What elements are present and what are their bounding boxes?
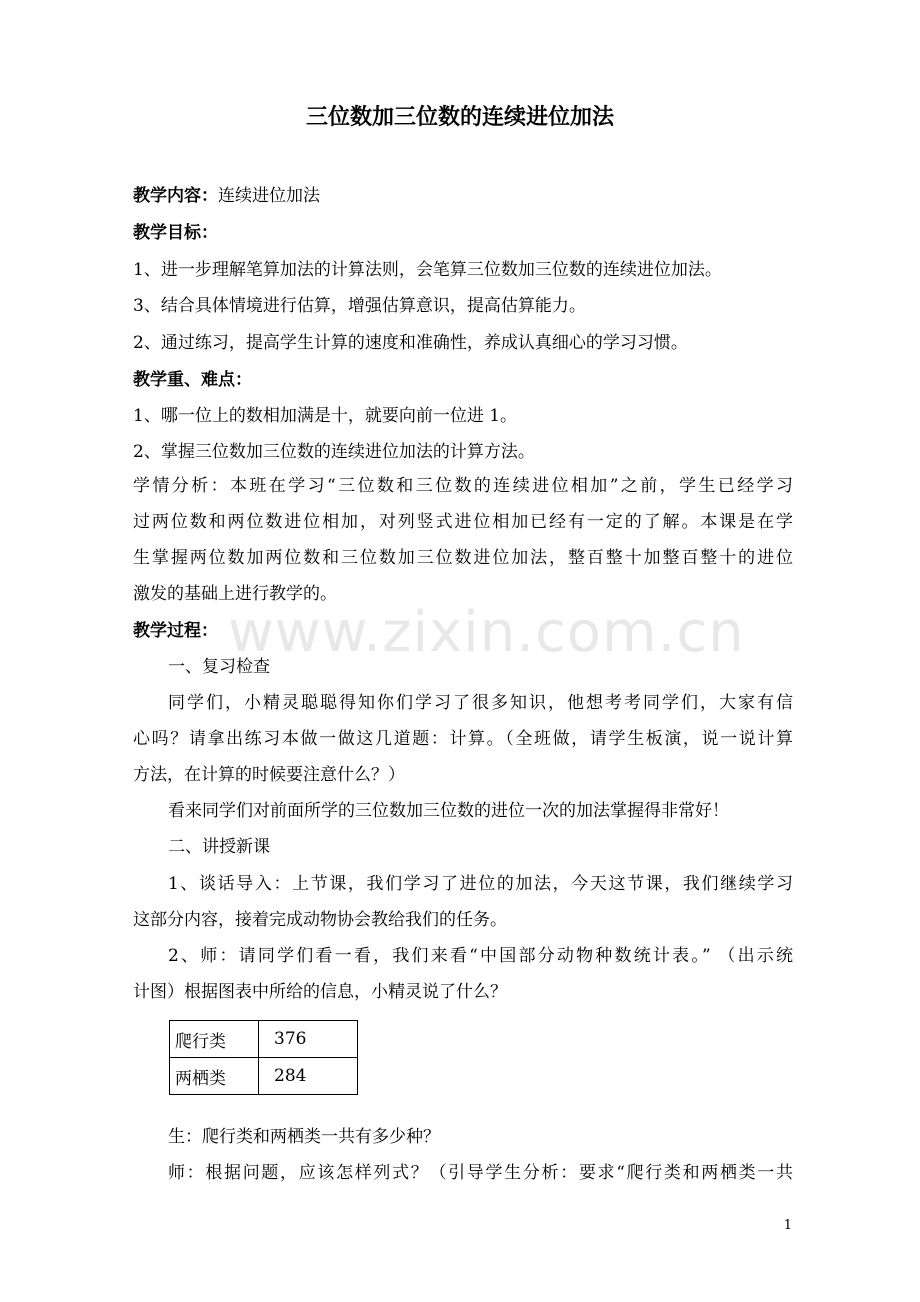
animal-species-table xyxy=(169,1020,358,1095)
paragraph-line: 看来同学们对前面所学的三位数加三位数的进位一次的加法掌握得非常好！ xyxy=(168,801,729,821)
paragraph-line: 方法，在计算的时候要注意什么？） xyxy=(133,765,405,785)
paragraph-line: 计图）根据图表中所给的信息，小精灵说了什么？ xyxy=(133,982,507,1002)
paragraph-line: 1、谈话导入：上节课，我们学习了进位的加法，今天这节课，我们继续学习 xyxy=(168,874,793,894)
page-number: 1 xyxy=(783,1218,792,1233)
page-title: 三位数加三位数的连续进位加法 xyxy=(305,105,614,130)
analysis-line: 学情分析：本班在学习“三位数和三位数的连续进位相加”之前，学生已经学习 xyxy=(133,476,793,496)
watermark: www.zixin.com.cn xyxy=(228,600,745,665)
paragraph-line: 这部分内容，接着完成动物协会教给我们的任务。 xyxy=(133,910,507,930)
process-label: 教学过程： xyxy=(133,621,218,641)
paragraph-line: 同学们，小精灵聪聪得知你们学习了很多知识，他想考考同学们，大家有信 xyxy=(168,693,793,713)
section-heading: 一、复习检查 xyxy=(168,657,270,677)
key-point-item: 2、掌握三位数加三位数的连续进位加法的计算方法。 xyxy=(133,442,535,462)
table-cell-value: 284 xyxy=(259,1058,358,1095)
teaching-content xyxy=(133,185,793,207)
goal-item: 3、结合具体情境进行估算，增强估算意识，提高估算能力。 xyxy=(133,296,586,316)
analysis-line: 过两位数和两位数进位相加，对列竖式进位相加已经有一定的了解。本课是在学 xyxy=(133,512,793,532)
teaching-content-text: 连续进位加法 xyxy=(218,186,320,206)
goal-item: 2、通过练习，提高学生计算的速度和准确性，养成认真细心的学习习惯。 xyxy=(133,333,688,353)
paragraph-line: 生：爬行类和两栖类一共有多少种？ xyxy=(168,1127,440,1147)
paragraph-line: 师：根据问题，应该怎样列式？（引导学生分析：要求“爬行类和两栖类一共 xyxy=(168,1163,793,1183)
analysis-line: 激发的基础上进行教学的。 xyxy=(133,584,337,604)
table-cell-name: 爬行类 xyxy=(170,1021,259,1058)
section-heading: 二、讲授新课 xyxy=(168,837,270,857)
table-cell-name: 两栖类 xyxy=(170,1058,259,1095)
analysis-line: 生掌握两位数加两位数和三位数加三位数进位加法，整百整十加整百整十的进位 xyxy=(133,548,793,568)
paragraph-line: 2、师：请同学们看一看，我们来看“中国部分动物种数统计表。” （出示统 xyxy=(168,946,793,966)
key-points-label: 教学重、难点： xyxy=(133,370,252,390)
table-row xyxy=(170,1058,358,1095)
goals-label: 教学目标： xyxy=(133,223,218,243)
goal-item: 1、进一步理解笔算加法的计算法则，会笔算三位数加三位数的连续进位加法。 xyxy=(133,260,722,280)
table-cell-value: 376 xyxy=(259,1021,358,1058)
paragraph-line: 心吗？请拿出练习本做一做这几道题：计算。（全班做，请学生板演，说一说计算 xyxy=(133,729,793,749)
table-row xyxy=(170,1021,358,1058)
teaching-content-label: 教学内容： xyxy=(133,186,218,206)
key-point-item: 1、哪一位上的数相加满是十，就要向前一位进 1。 xyxy=(133,406,518,426)
